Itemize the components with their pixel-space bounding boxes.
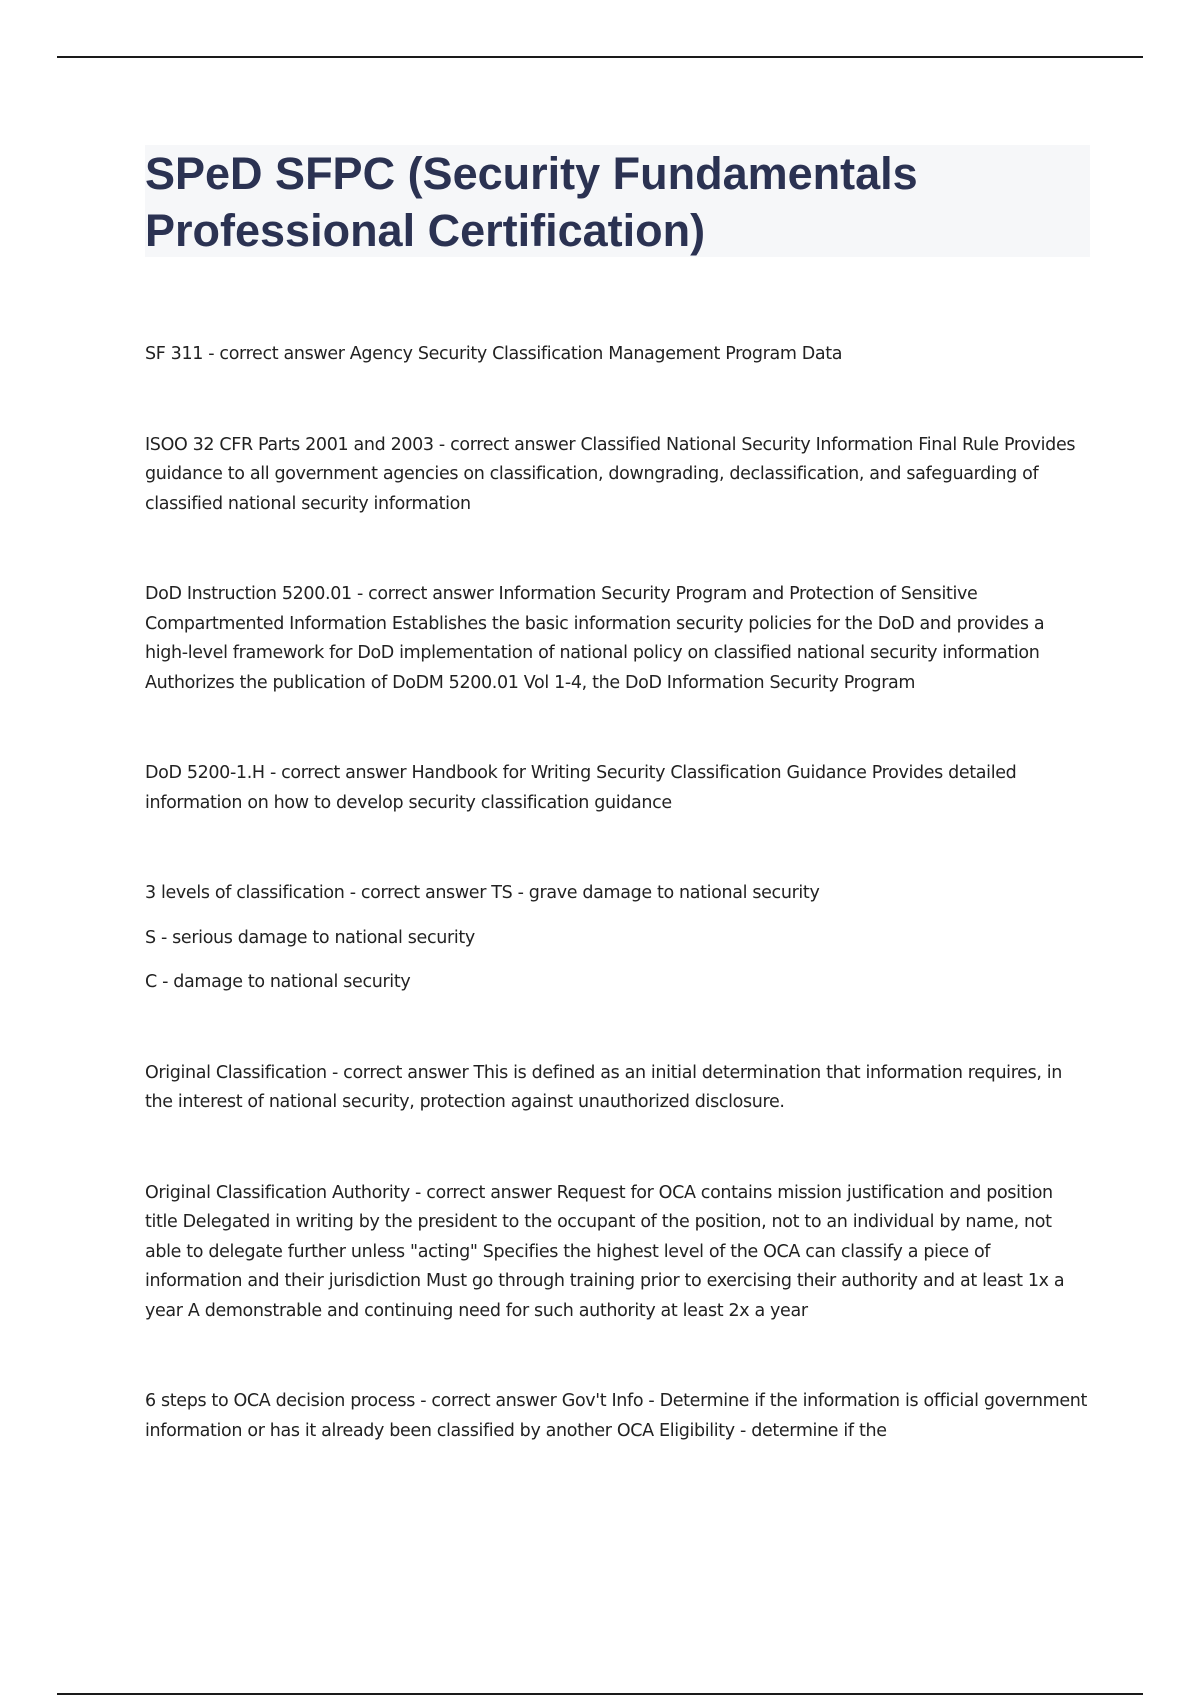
qa-text: SF 311 - correct answer Agency Security Classification Management Program Data [145,344,843,364]
qa-text: DoD Instruction 5200.01 - correct answer Information Security Program and Protection of Sensitive Compartmented Information Establishes the basic information security policies for the DoD and provides a high-level framework for DoD implementation of national policy on classified national security information Authorizes the publication of DoDM 5200.01 Vol 1-4, the DoD Information Security Program [145,584,1045,693]
title-block [145,145,1090,257]
title-line-2: Professional Certification) [145,205,706,256]
qa-entry-classification-levels [145,879,1090,998]
qa-entry-original-classification [145,1059,1090,1118]
qa-text: 6 steps to OCA decision process - correct answer Gov't Info - Determine if the information is official government information or has it already been classified by another OCA Eligibility - determine if the [145,1391,1088,1441]
qa-text: ISOO 32 CFR Parts 2001 and 2003 - correct answer Classified National Security Information Final Rule Provides guidance to all government agencies on classification, downgrading, declassification, and safeguarding of classified national security information [145,434,1076,514]
qa-entry-oca [145,1179,1090,1327]
qa-entry-isoo [145,431,1090,520]
title-line-1: SPeD SFPC (Security Fundamentals [145,148,918,199]
qa-text: Original Classification Authority - correct answer Request for OCA contains mission justification and position title Delegated in writing by the president to the occupant of the position, not to an individual by name, not able to delegate further unless "acting" Specifies the highest level of the OCA can classify a piece of information and their jurisdiction Must go through training prior to exercising their authority and at least 1x a year A demonstrable and continuing need for such authority at least 2x a year [145,1182,1065,1321]
qa-text: S - serious damage to national security [145,927,475,948]
document-title [145,145,1090,259]
qa-entry-dodi-5200 [145,580,1090,698]
qa-entry-dod-5200-1h [145,759,1090,818]
qa-entry-sf311 [145,340,1090,370]
qa-text: 3 levels of classification - correct answer TS - grave damage to national security [145,883,820,903]
top-rule [57,56,1143,58]
bottom-rule [57,1693,1143,1695]
qa-text: Original Classification - correct answer This is defined as an initial determination that information requires, in the interest of national security, protection against unauthorized disclosure. [145,1062,1063,1112]
document-body [145,340,1090,1507]
qa-entry-oca-decision-process [145,1387,1090,1446]
qa-text: DoD 5200-1.H - correct answer Handbook for Writing Security Classification Guidance Provides detailed information on how to develop security classification guidance [145,763,1017,813]
qa-text: C - damage to national security [145,972,411,992]
